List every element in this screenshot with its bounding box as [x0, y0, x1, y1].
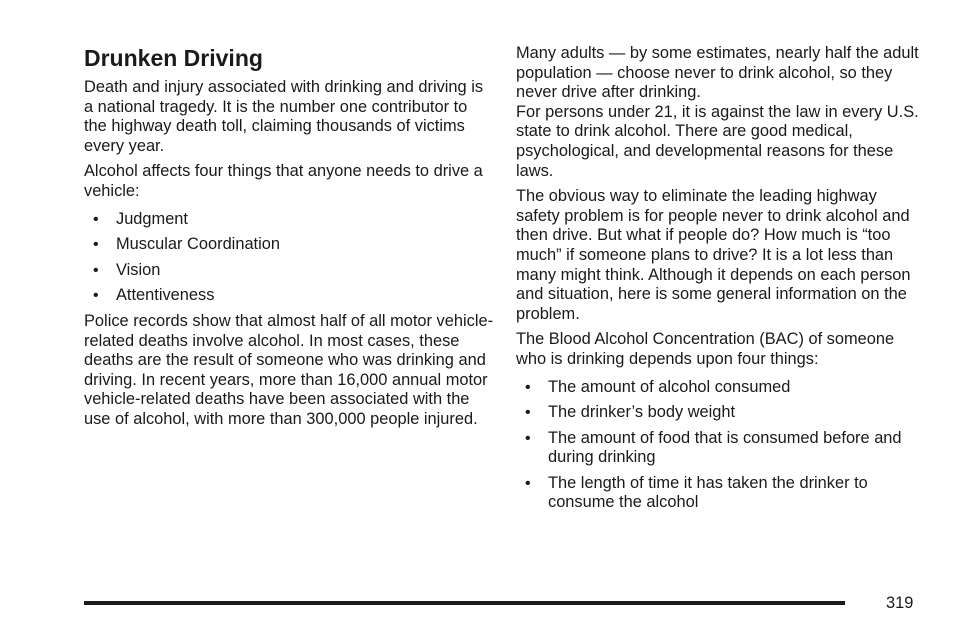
bullet-icon: •: [525, 429, 531, 447]
list-item: • Attentiveness: [93, 286, 215, 305]
alcohol-effects-list: [84, 210, 494, 306]
police-records-paragraph: Police records show that almost half of all motor vehicle-related deaths involve alcohol. In most cases, these deaths are the result of someone who was drinking and driving. In recent years, more than 16,000 annual motor vehicle-related deaths have been associated with the use of alcohol, with more than 300,000 people injured.: [84, 311, 494, 428]
bullet-icon: •: [93, 261, 99, 279]
bac-paragraph: The Blood Alcohol Concentration (BAC) of someone who is drinking depends upon four things:: [516, 330, 895, 368]
list-item: • The drinker’s body weight: [525, 403, 736, 422]
left-column: [84, 44, 494, 436]
list-item: • The amount of alcohol consumed: [525, 377, 791, 396]
many-adults-paragraph: Many adults — by some estimates, nearly half the adult population — choose never to drink alcohol, so they never drive after drinking.: [516, 44, 919, 102]
alcohol-effects-paragraph: Alcohol affects four things that anyone needs to drive a vehicle:: [84, 162, 483, 200]
list-item: • Judgment: [93, 209, 188, 228]
list-item: • The length of time it has taken the drinker to consume the alcohol: [525, 473, 868, 512]
bac-factors-list: [516, 378, 920, 514]
obvious-way-paragraph: The obvious way to eliminate the leading highway safety problem is for people never to drink alcohol and then drive. But what if people do? How much is “too much” if someone plans to drive? It is a lot less than many might think. Although it depends on each person and situation, here is some general information on the problem.: [516, 187, 911, 323]
under-21-paragraph: For persons under 21, it is against the law in every U.S. state to drink alcohol. There are good medical, psychological, and developmental reasons for these laws.: [516, 102, 919, 180]
bullet-icon: •: [525, 404, 531, 422]
bullet-icon: •: [525, 474, 531, 492]
right-column: [516, 44, 920, 519]
intro-paragraph: Death and injury associated with drinking and driving is a national tragedy. It is the number one contributor to the highway death toll, claiming thousands of victims every year.: [84, 78, 484, 155]
footer-rule: [84, 601, 845, 605]
bullet-icon: •: [93, 236, 99, 254]
page-number: 319: [886, 594, 914, 612]
list-item: • Muscular Coordination: [93, 235, 280, 254]
bullet-icon: •: [93, 287, 99, 305]
list-item: • The amount of food that is consumed before and during drinking: [525, 428, 902, 467]
section-heading: Drunken Driving: [84, 45, 263, 71]
list-item: • Vision: [93, 260, 161, 279]
bullet-icon: •: [93, 210, 99, 228]
bullet-icon: •: [525, 378, 531, 396]
